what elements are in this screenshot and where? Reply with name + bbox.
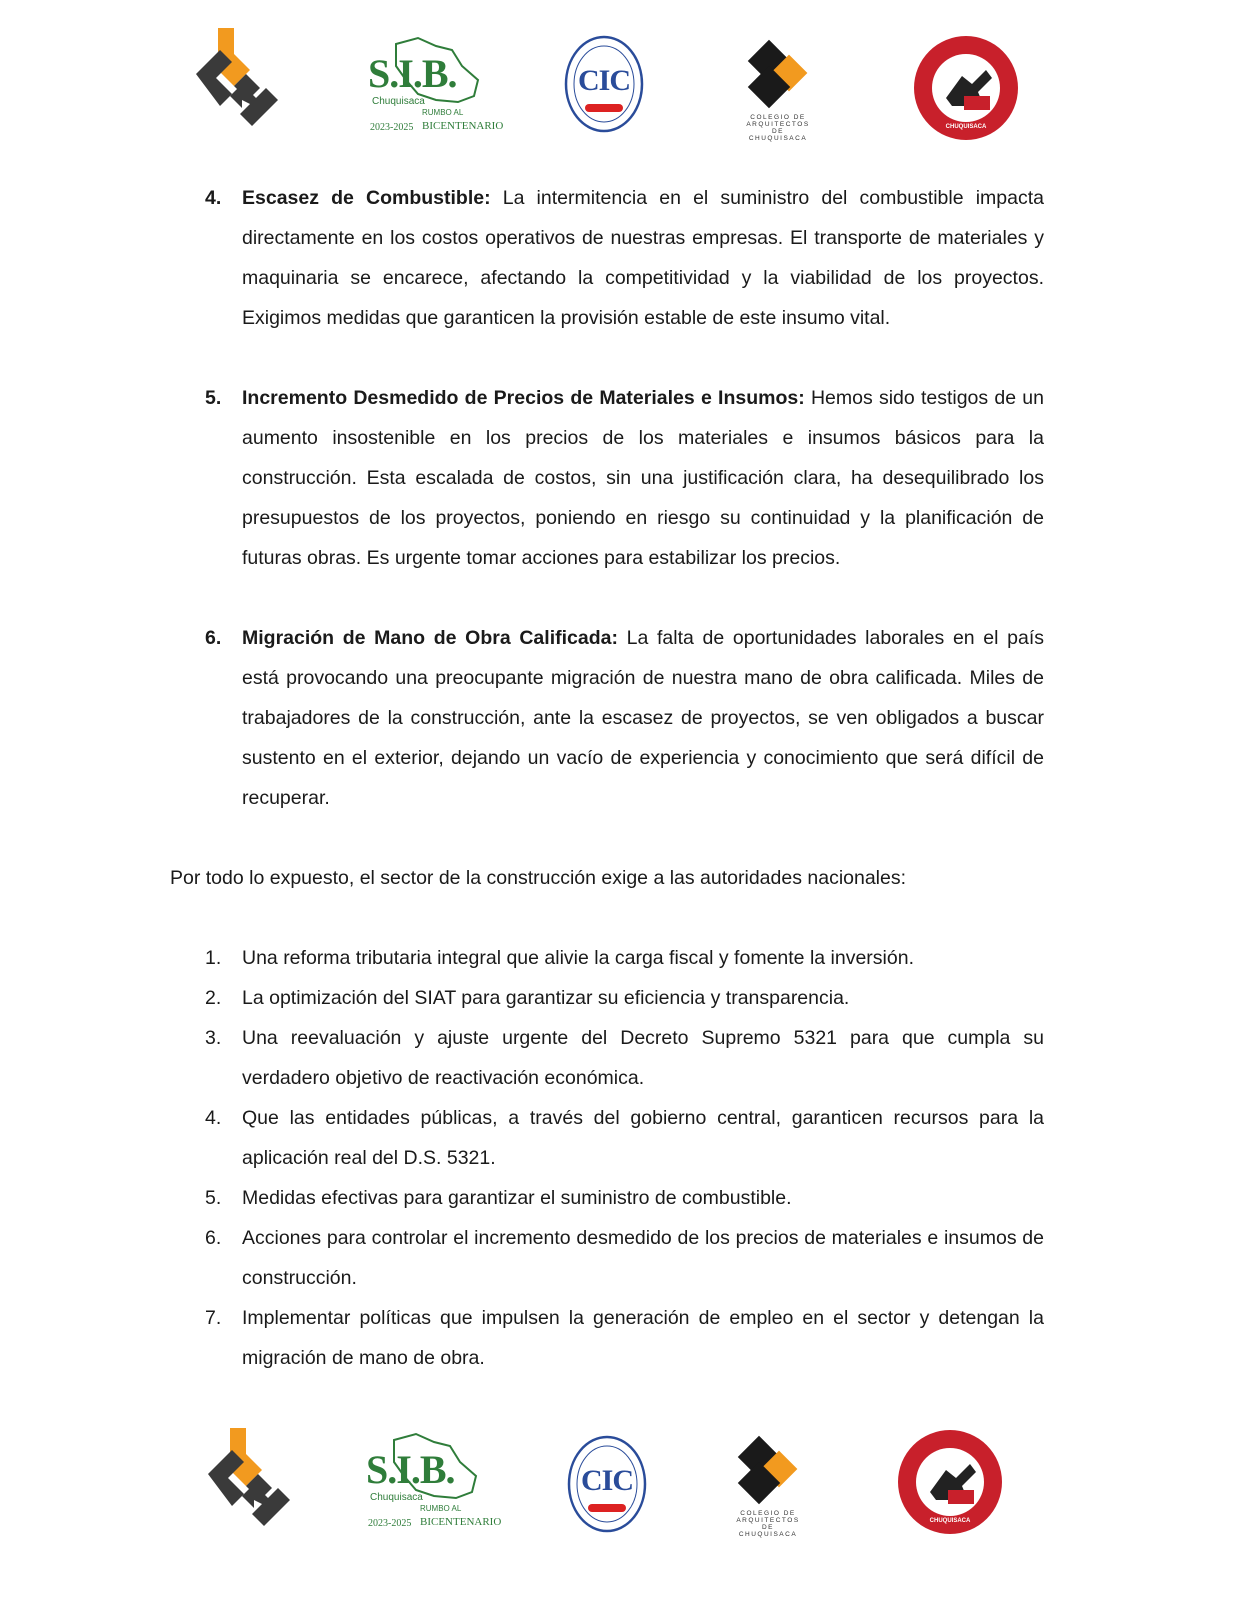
arquitectos-logo <box>730 1434 806 1538</box>
federacion-caption: CHUQUISACA <box>945 124 987 130</box>
sib-slogan-b: BICENTENARIO <box>420 1516 502 1528</box>
sib-years: 2023-2025 <box>370 122 414 133</box>
point-title: Migración de Mano de Obra Calificada: <box>242 627 618 649</box>
list-item <box>170 1298 1044 1378</box>
cic-letters: CIC <box>577 64 630 97</box>
list-item <box>170 938 1044 978</box>
arquitectos-logo <box>740 38 816 142</box>
list-item <box>170 618 1044 818</box>
demand-number: 2. <box>205 987 222 1009</box>
point-text: La falta de oportunidades laborales en el país está provocando una preocupante migración de nuestra mano de obra calificada. Miles de trabajadores de la construcción, ante la escasez de proyectos, se ven obligados a buscar sustento en el exterior, dejando un vacío de experiencia y conocimiento que será difícil de recuperar. <box>242 627 1045 809</box>
arquitectos-caption: COLEGIO DE ARQUITECTOS DE CHUQUISACA <box>746 114 810 142</box>
list-item <box>170 178 1044 338</box>
point-title: Escasez de Combustible: <box>242 187 491 209</box>
demand-number: 7. <box>205 1307 222 1329</box>
demand-text: Que las entidades públicas, a través del gobierno central, garanticen recursos para la aplicación real del D.S. 5321. <box>242 1107 1044 1169</box>
demand-text: Una reevaluación y ajuste urgente del Decreto Supremo 5321 para que cumpla su verdadero objetivo de reactivación económica. <box>242 1027 1044 1089</box>
sib-slogan-a: RUMBO AL <box>420 1504 462 1513</box>
point-text: Hemos sido testigos de un aumento insostenible en los precios de los materiales e insumos básicos para la construcción. Esta escalada de costos, sin una justificación clara, ha desequilibrado los presupuestos de los proyectos, poniendo en riesgo su continuidad y la planificación de futuras obras. Es urgente tomar acciones para estabilizar los precios. <box>242 387 1044 569</box>
federacion-logo <box>896 1428 1004 1536</box>
federacion-logo <box>912 34 1020 142</box>
demands-list <box>170 938 1044 1378</box>
points-list <box>170 178 1044 818</box>
cic-letters: CIC <box>580 1464 633 1497</box>
list-item <box>170 1018 1044 1098</box>
cch-logo <box>202 1424 298 1536</box>
point-number: 4. <box>205 187 222 209</box>
sib-slogan-b: BICENTENARIO <box>422 120 504 132</box>
point-number: 6. <box>205 627 222 649</box>
sib-logo <box>364 1432 502 1532</box>
point-title: Incremento Desmedido de Precios de Materiales e Insumos: <box>242 387 805 409</box>
point-number: 5. <box>205 387 222 409</box>
list-item <box>170 1218 1044 1298</box>
sib-name: S.I.B. <box>368 51 457 96</box>
sib-slogan-a: RUMBO AL <box>422 108 464 117</box>
demand-text: La optimización del SIAT para garantizar su eficiencia y transparencia. <box>242 987 850 1009</box>
footer-logos <box>0 1422 1236 1542</box>
demand-number: 6. <box>205 1227 222 1249</box>
cic-logo <box>563 34 645 134</box>
cch-logo <box>190 24 286 136</box>
demand-number: 5. <box>205 1187 222 1209</box>
demand-text: Acciones para controlar el incremento desmedido de los precios de materiales e insumos de construcción. <box>242 1227 1044 1289</box>
demand-number: 3. <box>205 1027 222 1049</box>
sib-sub: Chuquisaca <box>372 96 425 107</box>
demand-number: 4. <box>205 1107 222 1129</box>
document-body <box>170 178 1044 1378</box>
demand-text: Medidas efectivas para garantizar el suministro de combustible. <box>242 1187 792 1209</box>
demand-text: Implementar políticas que impulsen la generación de empleo en el sector y detengan la migración de mano de obra. <box>242 1307 1044 1369</box>
intro-paragraph: Por todo lo expuesto, el sector de la construcción exige a las autoridades nacionales: <box>170 867 907 889</box>
list-item <box>170 1178 1044 1218</box>
sib-sub: Chuquisaca <box>370 1492 423 1503</box>
demand-text: Una reforma tributaria integral que alivie la carga fiscal y fomente la inversión. <box>242 947 914 969</box>
cic-logo <box>566 1434 648 1534</box>
list-item <box>170 978 1044 1018</box>
sib-years: 2023-2025 <box>368 1518 412 1529</box>
arquitectos-caption: COLEGIO DE ARQUITECTOS DE CHUQUISACA <box>736 1510 800 1538</box>
list-item <box>170 378 1044 578</box>
list-item <box>170 1098 1044 1178</box>
demand-number: 1. <box>205 947 222 969</box>
header-logos <box>0 22 1236 142</box>
federacion-caption: CHUQUISACA <box>929 1518 971 1524</box>
sib-name: S.I.B. <box>366 1447 455 1492</box>
point-text: La intermitencia en el suministro del combustible impacta directamente en los costos operativos de nuestras empresas. El transporte de materiales y maquinaria se encarece, afectando la competitividad y la viabilidad de los proyectos. Exigimos medidas que garanticen la provisión estable de este insumo vital. <box>242 187 1044 329</box>
sib-logo <box>366 36 504 136</box>
